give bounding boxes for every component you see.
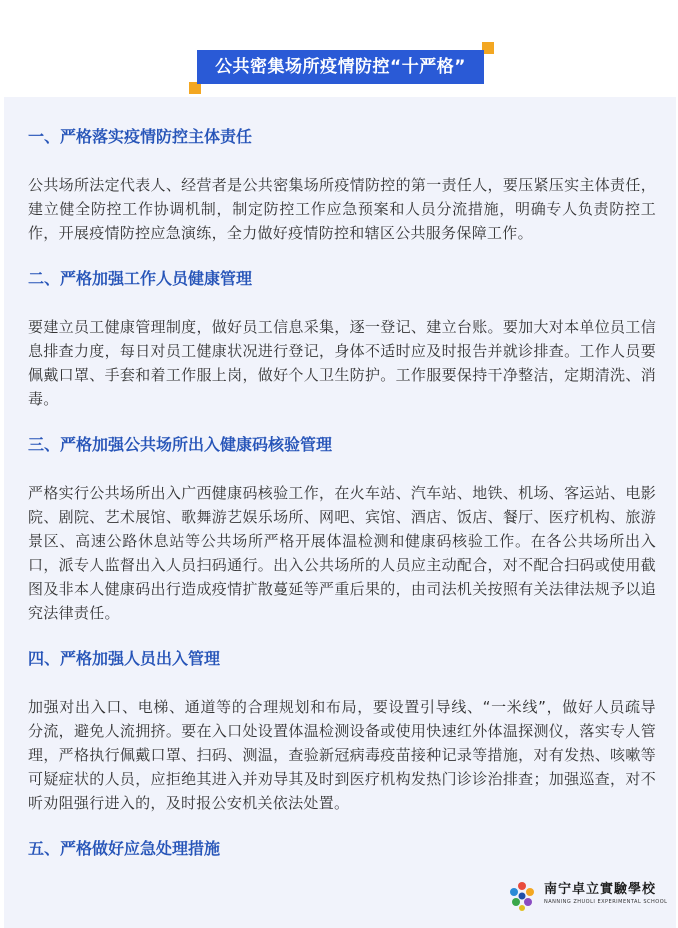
section-4 [28,646,656,815]
section-body: 加强对出入口、电梯、通道等的合理规划和布局，要设置引导线、“一米线”，做好人员疏导分流，避免人流拥挤。要在入口处设置体温检测设备或使用快速红外体温探测仪，落实专人管理，严格执行佩戴口罩、扫码、测温，查验新冠病毒疫苗接种记录等措施，对有发热、咳嗽等可疑症状的人员，应拒绝其进入并劝导其及时到医疗机构发热门诊诊治排查；加强巡查，对不听劝阻强行进入的，及时报公安机关依法处置。 [28,698,656,812]
logo-chinese-name: 南宁卓立實驗學校 [544,882,657,897]
section-heading: 二、严格加强工作人员健康管理 [28,269,253,288]
school-logo [506,878,666,914]
article-content [28,124,656,862]
section-1 [28,124,656,245]
section-heading: 五、严格做好应急处理措施 [28,839,221,858]
section-body: 严格实行公共场所出入广西健康码核验工作，在火车站、汽车站、地铁、机场、客运站、电影院、剧院、艺术展馆、歌舞游艺娱乐场所、网吧、宾馆、酒店、饭店、餐厅、医疗机构、旅游景区、高速公路休息站等公共场所严格开展体温检测和健康码核验工作。在各公共场所出入口，派专人监督出入人员扫码通行。出入公共场所的人员应主动配合，对不配合扫码或使用截图及非本人健康码出行造成疫情扩散蔓延等严重后果的，由司法机关按照有关法律法规予以追究法律责任。 [28,484,656,622]
title-banner-wrap [189,42,494,94]
page-title: 公共密集场所疫情防控“十严格” [197,50,484,84]
logo-english-name: NANNING ZHUOLI EXPERIMENTAL SCHOOL [544,899,668,905]
section-body: 公共场所法定代表人、经营者是公共密集场所疫情防控的第一责任人，要压紧压实主体责任，建立健全防控工作协调机制，制定防控工作应急预案和人员分流措施，明确专人负责防控工作，开展疫情防控应急演练，全力做好疫情防控和辖区公共服务保障工作。 [28,176,656,242]
school-logo-mark-icon [506,880,538,912]
section-heading: 四、严格加强人员出入管理 [28,649,221,668]
section-5 [28,836,656,862]
section-body: 要建立员工健康管理制度，做好员工信息采集，逐一登记、建立台账。要加大对本单位员工信息排查力度，每日对员工健康状况进行登记，身体不适时应及时报告并就诊排查。工作人员要佩戴口罩、手套和着工作服上岗，做好个人卫生防护。工作服要保持干净整洁，定期清洗、消毒。 [28,318,656,408]
section-heading: 一、严格落实疫情防控主体责任 [28,127,253,146]
section-2 [28,266,656,411]
section-heading: 三、严格加强公共场所出入健康码核验管理 [28,435,333,454]
section-3 [28,432,656,625]
